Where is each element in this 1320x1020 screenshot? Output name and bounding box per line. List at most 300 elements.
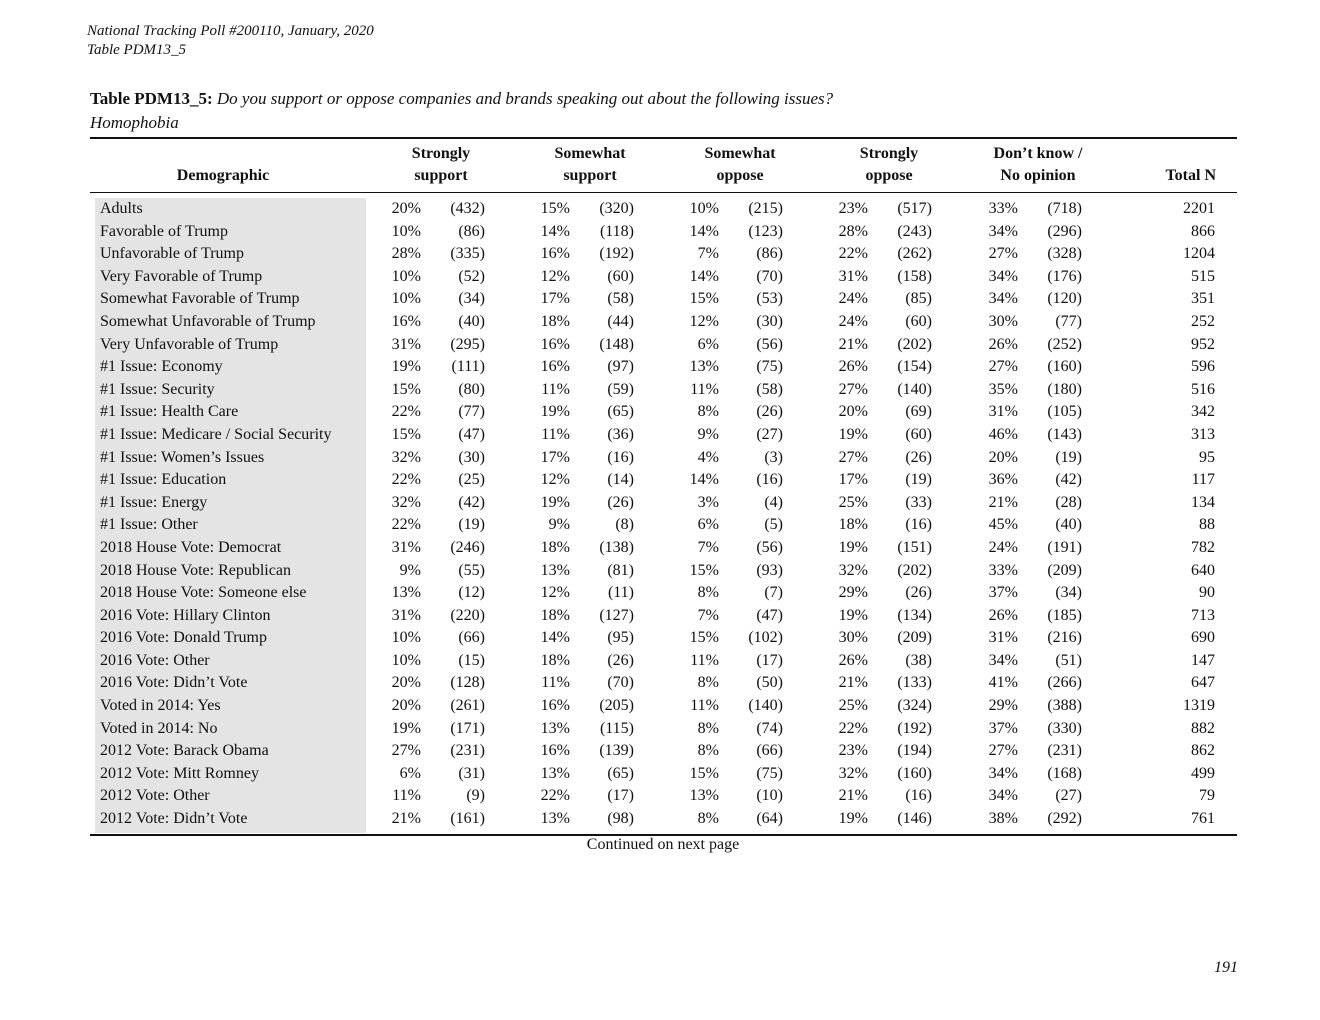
percent-cell: 14% (540, 222, 570, 240)
count-cell: (9) (466, 787, 485, 805)
demographic-label: Adults (100, 200, 143, 217)
table-row (0, 627, 1320, 650)
percent-cell: 16% (391, 312, 421, 330)
percent-cell: 19% (838, 425, 868, 443)
count-cell: (77) (458, 403, 485, 421)
percent-cell: 4% (697, 448, 719, 466)
count-cell: (30) (458, 448, 485, 466)
count-cell: (330) (1047, 719, 1082, 737)
percent-cell: 32% (391, 493, 421, 511)
count-cell: (28) (1055, 493, 1082, 511)
percent-cell: 11% (392, 787, 421, 805)
table-row (0, 492, 1320, 515)
count-cell: (86) (756, 245, 783, 263)
count-cell: (246) (450, 538, 485, 556)
table-row (0, 650, 1320, 673)
percent-cell: 28% (391, 245, 421, 263)
percent-cell: 27% (988, 245, 1018, 263)
col-header-line: Don’t know / (993, 145, 1083, 162)
percent-cell: 18% (540, 538, 570, 556)
percent-cell: 33% (988, 561, 1018, 579)
table-row (0, 469, 1320, 492)
demographic-label: #1 Issue: Women’s Issues (100, 448, 265, 466)
col-header-line: oppose (716, 167, 764, 184)
percent-cell: 9% (399, 561, 421, 579)
count-cell: (220) (450, 606, 485, 624)
count-cell: (7) (764, 584, 783, 602)
percent-cell: 10% (689, 200, 719, 217)
count-cell: (192) (599, 245, 634, 263)
demographic-label: Favorable of Trump (100, 222, 228, 240)
count-cell: (151) (897, 538, 932, 556)
percent-cell: 45% (988, 516, 1018, 534)
percent-cell: 13% (540, 561, 570, 579)
total-n-cell: 596 (1191, 358, 1215, 376)
percent-cell: 15% (391, 380, 421, 398)
count-cell: (133) (897, 674, 932, 692)
percent-cell: 19% (391, 358, 421, 376)
count-cell: (388) (1047, 697, 1082, 715)
count-cell: (34) (1055, 584, 1082, 602)
percent-cell: 11% (541, 380, 570, 398)
percent-cell: 25% (838, 697, 868, 715)
count-cell: (55) (458, 561, 485, 579)
count-cell: (59) (607, 380, 634, 398)
count-cell: (160) (897, 764, 932, 782)
count-cell: (31) (458, 764, 485, 782)
col-header-line: Somewhat (554, 145, 626, 162)
count-cell: (261) (450, 697, 485, 715)
percent-cell: 14% (689, 471, 719, 489)
percent-cell: 26% (838, 651, 868, 669)
percent-cell: 10% (391, 290, 421, 308)
count-cell: (60) (905, 425, 932, 443)
count-cell: (295) (450, 335, 485, 353)
percent-cell: 16% (540, 697, 570, 715)
percent-cell: 13% (540, 719, 570, 737)
total-n-cell: 95 (1199, 448, 1215, 466)
col-header-total-n: Total N (1165, 167, 1216, 184)
count-cell: (3) (764, 448, 783, 466)
total-n-cell: 713 (1191, 606, 1215, 624)
table-row (0, 221, 1320, 244)
count-cell: (10) (756, 787, 783, 805)
demographic-label: Voted in 2014: Yes (100, 697, 221, 715)
percent-cell: 21% (838, 787, 868, 805)
count-cell: (140) (897, 380, 932, 398)
total-n-cell: 499 (1191, 764, 1215, 782)
table-row (0, 808, 1320, 831)
percent-cell: 19% (540, 403, 570, 421)
col-header-dont-know (968, 143, 1108, 187)
percent-cell: 31% (391, 538, 421, 556)
demographic-label: 2016 Vote: Donald Trump (100, 629, 267, 647)
percent-cell: 20% (391, 200, 421, 217)
count-cell: (292) (1047, 810, 1082, 828)
percent-cell: 16% (540, 245, 570, 263)
percent-cell: 32% (838, 561, 868, 579)
count-cell: (138) (599, 538, 634, 556)
percent-cell: 12% (540, 471, 570, 489)
count-cell: (93) (756, 561, 783, 579)
col-header-line: oppose (865, 167, 913, 184)
count-cell: (81) (607, 561, 634, 579)
percent-cell: 17% (540, 448, 570, 466)
count-cell: (69) (905, 403, 932, 421)
total-n-cell: 952 (1191, 335, 1215, 353)
percent-cell: 16% (540, 358, 570, 376)
count-cell: (15) (458, 651, 485, 669)
count-cell: (320) (599, 200, 634, 217)
count-cell: (70) (756, 267, 783, 285)
count-cell: (27) (756, 425, 783, 443)
count-cell: (205) (599, 697, 634, 715)
percent-cell: 22% (838, 719, 868, 737)
demographic-label: Somewhat Favorable of Trump (100, 290, 300, 308)
percent-cell: 24% (838, 290, 868, 308)
count-cell: (243) (897, 222, 932, 240)
count-cell: (8) (615, 516, 634, 534)
table-title (90, 89, 833, 109)
total-n-cell: 690 (1191, 629, 1215, 647)
count-cell: (266) (1047, 674, 1082, 692)
percent-cell: 46% (988, 425, 1018, 443)
percent-cell: 24% (988, 538, 1018, 556)
percent-cell: 30% (838, 629, 868, 647)
total-n-cell: 117 (1191, 471, 1215, 489)
percent-cell: 12% (540, 584, 570, 602)
count-cell: (25) (458, 471, 485, 489)
count-cell: (33) (905, 493, 932, 511)
count-cell: (16) (905, 787, 932, 805)
percent-cell: 27% (988, 358, 1018, 376)
percent-cell: 38% (988, 810, 1018, 828)
percent-cell: 8% (697, 584, 719, 602)
demographic-label: #1 Issue: Energy (100, 493, 208, 511)
total-n-cell: 647 (1191, 674, 1215, 692)
count-cell: (17) (756, 651, 783, 669)
count-cell: (40) (458, 312, 485, 330)
count-cell: (16) (607, 448, 634, 466)
count-cell: (158) (897, 267, 932, 285)
percent-cell: 6% (697, 335, 719, 353)
percent-cell: 36% (988, 471, 1018, 489)
top-rule (90, 137, 1237, 139)
percent-cell: 15% (540, 200, 570, 217)
count-cell: (139) (599, 742, 634, 760)
percent-cell: 19% (540, 493, 570, 511)
count-cell: (5) (764, 516, 783, 534)
table-row (0, 695, 1320, 718)
count-cell: (75) (756, 358, 783, 376)
table-row (0, 288, 1320, 311)
col-header-line: Strongly (411, 145, 471, 162)
count-cell: (194) (897, 742, 932, 760)
count-cell: (64) (756, 810, 783, 828)
percent-cell: 22% (391, 403, 421, 421)
percent-cell: 30% (988, 312, 1018, 330)
percent-cell: 34% (988, 290, 1018, 308)
percent-cell: 18% (540, 606, 570, 624)
percent-cell: 15% (391, 425, 421, 443)
percent-cell: 22% (540, 787, 570, 805)
percent-cell: 31% (838, 267, 868, 285)
count-cell: (252) (1047, 335, 1082, 353)
count-cell: (60) (607, 267, 634, 285)
percent-cell: 22% (838, 245, 868, 263)
count-cell: (70) (607, 674, 634, 692)
count-cell: (296) (1047, 222, 1082, 240)
percent-cell: 18% (838, 516, 868, 534)
table-row (0, 424, 1320, 447)
percent-cell: 7% (697, 538, 719, 556)
percent-cell: 32% (838, 764, 868, 782)
count-cell: (60) (905, 312, 932, 330)
percent-cell: 10% (391, 222, 421, 240)
col-header-line: No opinion (1000, 167, 1076, 184)
count-cell: (85) (905, 290, 932, 308)
count-cell: (123) (748, 222, 783, 240)
count-cell: (86) (458, 222, 485, 240)
demographic-label: 2016 Vote: Other (100, 651, 210, 669)
count-cell: (171) (450, 719, 485, 737)
count-cell: (77) (1055, 312, 1082, 330)
percent-cell: 6% (399, 764, 421, 782)
count-cell: (50) (756, 674, 783, 692)
percent-cell: 6% (697, 516, 719, 534)
percent-cell: 31% (988, 629, 1018, 647)
percent-cell: 20% (838, 403, 868, 421)
count-cell: (231) (1047, 742, 1082, 760)
table-row (0, 763, 1320, 786)
count-cell: (115) (599, 719, 634, 737)
table-row (0, 379, 1320, 402)
total-n-cell: 862 (1191, 742, 1215, 760)
table-row (0, 514, 1320, 537)
percent-cell: 11% (690, 380, 719, 398)
percent-cell: 11% (541, 425, 570, 443)
percent-cell: 9% (548, 516, 570, 534)
demographic-label: #1 Issue: Economy (100, 358, 223, 376)
percent-cell: 8% (697, 719, 719, 737)
count-cell: (517) (897, 200, 932, 217)
demographic-label: Voted in 2014: No (100, 719, 218, 737)
table-row (0, 356, 1320, 379)
demographic-label: #1 Issue: Security (100, 380, 215, 398)
count-cell: (16) (756, 471, 783, 489)
count-cell: (105) (1047, 403, 1082, 421)
percent-cell: 20% (988, 448, 1018, 466)
count-cell: (19) (1055, 448, 1082, 466)
percent-cell: 18% (540, 651, 570, 669)
count-cell: (216) (1047, 629, 1082, 647)
count-cell: (4) (764, 493, 783, 511)
count-cell: (51) (1055, 651, 1082, 669)
percent-cell: 8% (697, 742, 719, 760)
count-cell: (11) (607, 584, 634, 602)
col-header-line: Strongly (859, 145, 919, 162)
count-cell: (56) (756, 538, 783, 556)
percent-cell: 16% (540, 335, 570, 353)
count-cell: (16) (905, 516, 932, 534)
count-cell: (26) (905, 584, 932, 602)
percent-cell: 13% (540, 810, 570, 828)
percent-cell: 23% (838, 742, 868, 760)
count-cell: (97) (607, 358, 634, 376)
count-cell: (42) (458, 493, 485, 511)
demographic-label: 2016 Vote: Didn’t Vote (100, 674, 248, 692)
count-cell: (74) (756, 719, 783, 737)
col-header-strongly-support (376, 143, 506, 187)
demographic-label: 2012 Vote: Barack Obama (100, 742, 269, 760)
count-cell: (146) (897, 810, 932, 828)
count-cell: (26) (756, 403, 783, 421)
demographic-label: Very Unfavorable of Trump (100, 335, 279, 353)
percent-cell: 34% (988, 651, 1018, 669)
table-issue: Homophobia (90, 113, 179, 132)
percent-cell: 26% (988, 335, 1018, 353)
count-cell: (53) (756, 290, 783, 308)
percent-cell: 24% (838, 312, 868, 330)
percent-cell: 10% (391, 267, 421, 285)
total-n-cell: 1204 (1183, 245, 1215, 263)
total-n-cell: 882 (1191, 719, 1215, 737)
percent-cell: 21% (988, 493, 1018, 511)
count-cell: (30) (756, 312, 783, 330)
count-cell: (56) (756, 335, 783, 353)
percent-cell: 20% (391, 674, 421, 692)
table-row (0, 582, 1320, 605)
count-cell: (12) (458, 584, 485, 602)
count-cell: (42) (1055, 471, 1082, 489)
total-n-cell: 134 (1191, 493, 1215, 511)
count-cell: (80) (458, 380, 485, 398)
demographic-label: 2012 Vote: Didn’t Vote (100, 810, 248, 828)
percent-cell: 19% (838, 538, 868, 556)
percent-cell: 22% (391, 471, 421, 489)
percent-cell: 27% (838, 380, 868, 398)
percent-cell: 10% (391, 629, 421, 647)
percent-cell: 34% (988, 222, 1018, 240)
table-row (0, 605, 1320, 628)
percent-cell: 15% (689, 764, 719, 782)
count-cell: (19) (905, 471, 932, 489)
count-cell: (95) (607, 629, 634, 647)
count-cell: (26) (607, 493, 634, 511)
percent-cell: 31% (391, 606, 421, 624)
percent-cell: 8% (697, 403, 719, 421)
percent-cell: 19% (838, 606, 868, 624)
percent-cell: 32% (391, 448, 421, 466)
percent-cell: 15% (689, 290, 719, 308)
count-cell: (34) (458, 290, 485, 308)
count-cell: (38) (905, 651, 932, 669)
total-n-cell: 313 (1191, 425, 1215, 443)
percent-cell: 19% (391, 719, 421, 737)
count-cell: (47) (756, 606, 783, 624)
percent-cell: 37% (988, 584, 1018, 602)
count-cell: (176) (1047, 267, 1082, 285)
count-cell: (202) (897, 335, 932, 353)
count-cell: (161) (450, 810, 485, 828)
count-cell: (168) (1047, 764, 1082, 782)
count-cell: (185) (1047, 606, 1082, 624)
table-row (0, 243, 1320, 266)
demographic-label: 2018 House Vote: Democrat (100, 538, 282, 556)
col-header-demographic: Demographic (176, 167, 270, 184)
percent-cell: 17% (838, 471, 868, 489)
count-cell: (40) (1055, 516, 1082, 534)
percent-cell: 29% (838, 584, 868, 602)
total-n-cell: 79 (1199, 787, 1215, 805)
count-cell: (14) (607, 471, 634, 489)
count-cell: (26) (905, 448, 932, 466)
table-row (0, 672, 1320, 695)
percent-cell: 31% (988, 403, 1018, 421)
percent-cell: 21% (838, 335, 868, 353)
percent-cell: 37% (988, 719, 1018, 737)
count-cell: (335) (450, 245, 485, 263)
count-cell: (27) (1055, 787, 1082, 805)
count-cell: (75) (756, 764, 783, 782)
table-row (0, 740, 1320, 763)
demographic-label: 2012 Vote: Other (100, 787, 210, 805)
percent-cell: 34% (988, 267, 1018, 285)
count-cell: (324) (897, 697, 932, 715)
count-cell: (118) (599, 222, 634, 240)
percent-cell: 22% (391, 516, 421, 534)
count-cell: (191) (1047, 538, 1082, 556)
percent-cell: 15% (689, 629, 719, 647)
total-n-cell: 515 (1191, 267, 1215, 285)
percent-cell: 10% (391, 651, 421, 669)
poll-header: National Tracking Poll #200110, January, 2020 (87, 23, 374, 39)
count-cell: (102) (748, 629, 783, 647)
demographic-label: #1 Issue: Education (100, 471, 227, 489)
count-cell: (160) (1047, 358, 1082, 376)
demographic-label: #1 Issue: Medicare / Social Security (100, 425, 332, 443)
percent-cell: 34% (988, 764, 1018, 782)
count-cell: (36) (607, 425, 634, 443)
percent-cell: 18% (540, 312, 570, 330)
count-cell: (26) (607, 651, 634, 669)
total-n-cell: 640 (1191, 561, 1215, 579)
total-n-cell: 342 (1191, 403, 1215, 421)
percent-cell: 14% (540, 629, 570, 647)
percent-cell: 23% (838, 200, 868, 217)
col-header-line: Somewhat (704, 145, 776, 162)
col-header-strongly-oppose (824, 143, 954, 187)
count-cell: (134) (897, 606, 932, 624)
count-cell: (209) (1047, 561, 1082, 579)
count-cell: (58) (756, 380, 783, 398)
col-header-line: support (563, 167, 617, 184)
percent-cell: 15% (689, 561, 719, 579)
count-cell: (180) (1047, 380, 1082, 398)
percent-cell: 7% (697, 606, 719, 624)
percent-cell: 21% (391, 810, 421, 828)
percent-cell: 13% (540, 764, 570, 782)
count-cell: (202) (897, 561, 932, 579)
count-cell: (58) (607, 290, 634, 308)
percent-cell: 11% (690, 651, 719, 669)
table-row (0, 311, 1320, 334)
total-n-cell: 516 (1191, 380, 1215, 398)
percent-cell: 14% (689, 267, 719, 285)
count-cell: (44) (607, 312, 634, 330)
count-cell: (19) (458, 516, 485, 534)
percent-cell: 33% (988, 200, 1018, 217)
